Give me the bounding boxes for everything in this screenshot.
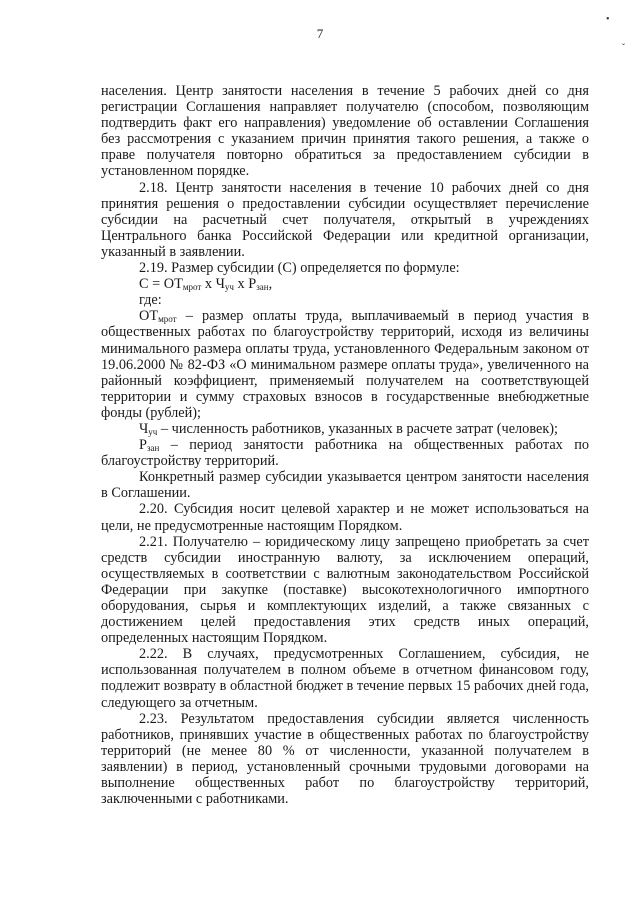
subsidy-formula: $С = ОТ_{мрот}$ х $Ч_{уч}$ х $Р_{зан}$, [139,276,273,293]
paragraph-2-21: 2.21. Получателю – юридическому лицу запрещено приобретать за счет средств субсидии иностранную валюту, за исключением операций, осуществляемых в соответствии с валютным законодательством Российской Федерации при закупке (поставке) высокотехнологичного импортного оборудования, сырья и комплектующих изделий, а также связанных с достижением целей предоставления этих средств иных операций, определенных настоящим Порядком. [101,533,589,647]
definition-r-zan: $Р_{зан}$ – период занятости работника на общественных работах по благоустройству территорий. [101,437,589,470]
corner-mark-tick: ˇ [622,42,625,52]
paragraph-2-22: 2.22. В случаях, предусмотренных Соглашением, субсидия, не использованная получателем в полном объеме в отчетном финансовом году, подлежит возврату в областной бюджет в течение первых 15 рабочих дней года, следующего за отчетным. [101,646,589,711]
paragraph-continuation: населения. Центр занятости населения в течение 5 рабочих дней со дня регистрации Соглашения направляет получателю (способом, позволяющим подтвердить факт его направления) уведомление об оставлении Соглашения без рассмотрения с указанием причин принятия такого решения, а также о праве получателя повторно обратиться за предоставлением субсидии в установленном порядке. [101,83,589,180]
paragraph-2-18: 2.18. Центр занятости населения в течение 10 рабочих дней со дня принятия решения о предоставлении субсидии осуществляет перечисление субсидии на расчетный счет получателя, открытый в учреждениях Центрального банка Российской Федерации или кредитной организации, указанный в заявлении. [101,179,589,260]
paragraph-2-19: 2.19. Размер субсидии (С) определяется по формуле: [139,260,460,277]
paragraph-2-23: 2.23. Результатом предоставления субсидии является численность работников, принявших участие в общественных работах по благоустройству территорий (не менее 80 % от численности, указанной получателем в заявлении) в период, установленный срочными трудовыми договорами на выполнение общественных работ по благоустройству территорий, заключенными с работниками. [101,710,589,808]
document-body [101,83,589,807]
paragraph-2-20: 2.20. Субсидия носит целевой характер и не может использоваться на цели, не предусмотренные настоящим Порядком. [101,501,589,534]
formula-where-label: где: [139,292,162,309]
definition-ot-mrot: $ОТ_{мрот}$ – размер оплаты труда, выплачиваемый в период участия в общественных работах по благоустройству территорий, исходя из величины минимального размера оплаты труда, установленного Федеральным законом от 19.06.2000 № 82-ФЗ «О минимальном размере оплаты труда», увеличенного на районный коэффициент, применяемый получателем на соответствующей территории и сумму страховых взносов в государственные внебюджетные фонды (рублей); [101,308,589,421]
page-number: 7 [316,26,324,41]
paragraph-specific-amount: Конкретный размер субсидии указывается центром занятости населения в Соглашении. [101,469,589,502]
definition-ch-uch: $Ч_{уч}$ – численность работников, указанных в расчете затрат (человек); [139,420,559,437]
corner-mark-dot: • [606,14,610,25]
